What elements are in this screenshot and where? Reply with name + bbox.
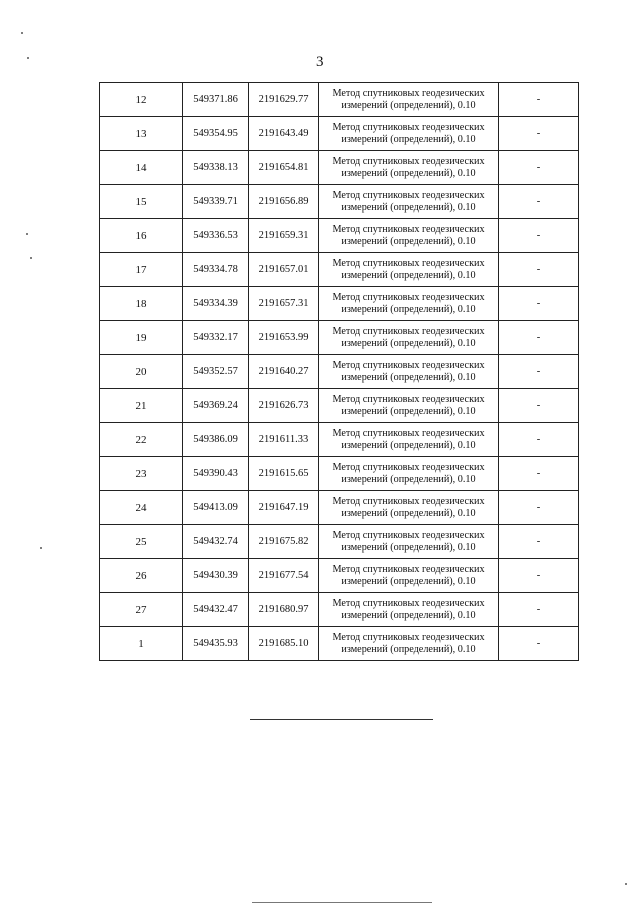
method-cell (319, 423, 499, 457)
method-text-line: измерений (определений), 0.10 (341, 643, 476, 655)
y-coordinate-cell: 2191657.31 (249, 287, 319, 321)
table-row (100, 355, 579, 389)
error-cell: - (499, 423, 579, 457)
y-coordinate-cell: 2191680.97 (249, 593, 319, 627)
table-row (100, 593, 579, 627)
point-number-cell: 22 (100, 423, 183, 457)
method-cell (319, 117, 499, 151)
method-text-line: измерений (определений), 0.10 (341, 133, 476, 145)
error-cell: - (499, 321, 579, 355)
y-coordinate-cell: 2191611.33 (249, 423, 319, 457)
error-cell: - (499, 355, 579, 389)
method-text-line: измерений (определений), 0.10 (341, 303, 476, 315)
error-cell: - (499, 287, 579, 321)
method-text-line: измерений (определений), 0.10 (341, 201, 476, 213)
point-number-cell: 23 (100, 457, 183, 491)
footer-rule (250, 719, 433, 720)
bottom-rule (252, 902, 432, 903)
x-coordinate-cell: 549371.86 (183, 83, 249, 117)
y-coordinate-cell: 2191675.82 (249, 525, 319, 559)
point-number-cell: 16 (100, 219, 183, 253)
y-coordinate-cell: 2191615.65 (249, 457, 319, 491)
table-row (100, 559, 579, 593)
method-text-line: Метод спутниковых геодезических (332, 87, 485, 99)
method-text-line: Метод спутниковых геодезических (332, 563, 485, 575)
method-text-line: Метод спутниковых геодезических (332, 325, 485, 337)
method-text-line: Метод спутниковых геодезических (332, 393, 485, 405)
method-cell (319, 355, 499, 389)
scan-speck (40, 547, 42, 549)
error-cell: - (499, 389, 579, 423)
x-coordinate-cell: 549435.93 (183, 627, 249, 661)
method-text-line: Метод спутниковых геодезических (332, 631, 485, 643)
point-number-cell: 20 (100, 355, 183, 389)
method-text-line: Метод спутниковых геодезических (332, 359, 485, 371)
x-coordinate-cell: 549334.78 (183, 253, 249, 287)
point-number-cell: 13 (100, 117, 183, 151)
method-cell (319, 253, 499, 287)
scan-speck (21, 32, 23, 34)
table-row (100, 219, 579, 253)
table-row (100, 457, 579, 491)
point-number-cell: 27 (100, 593, 183, 627)
error-cell: - (499, 593, 579, 627)
method-cell (319, 83, 499, 117)
method-text-line: измерений (определений), 0.10 (341, 269, 476, 281)
y-coordinate-cell: 2191629.77 (249, 83, 319, 117)
method-text-line: измерений (определений), 0.10 (341, 439, 476, 451)
table-row (100, 185, 579, 219)
method-text-line: измерений (определений), 0.10 (341, 473, 476, 485)
error-cell: - (499, 627, 579, 661)
method-cell (319, 525, 499, 559)
method-text-line: Метод спутниковых геодезических (332, 257, 485, 269)
x-coordinate-cell: 549386.09 (183, 423, 249, 457)
x-coordinate-cell: 549432.74 (183, 525, 249, 559)
y-coordinate-cell: 2191647.19 (249, 491, 319, 525)
table-row (100, 627, 579, 661)
y-coordinate-cell: 2191654.81 (249, 151, 319, 185)
method-text-line: Метод спутниковых геодезических (332, 427, 485, 439)
method-cell (319, 287, 499, 321)
x-coordinate-cell: 549336.53 (183, 219, 249, 253)
method-cell (319, 593, 499, 627)
table-row (100, 83, 579, 117)
method-text-line: измерений (определений), 0.10 (341, 337, 476, 349)
y-coordinate-cell: 2191643.49 (249, 117, 319, 151)
table-row (100, 253, 579, 287)
x-coordinate-cell: 549332.17 (183, 321, 249, 355)
error-cell: - (499, 525, 579, 559)
point-number-cell: 25 (100, 525, 183, 559)
x-coordinate-cell: 549339.71 (183, 185, 249, 219)
point-number-cell: 12 (100, 83, 183, 117)
point-number-cell: 15 (100, 185, 183, 219)
table-row (100, 389, 579, 423)
y-coordinate-cell: 2191653.99 (249, 321, 319, 355)
method-cell (319, 627, 499, 661)
scan-speck (30, 257, 32, 259)
error-cell: - (499, 491, 579, 525)
method-text-line: Метод спутниковых геодезических (332, 597, 485, 609)
page-number: 3 (316, 54, 324, 70)
method-text-line: измерений (определений), 0.10 (341, 371, 476, 383)
method-text-line: измерений (определений), 0.10 (341, 167, 476, 179)
table-row (100, 321, 579, 355)
method-text-line: измерений (определений), 0.10 (341, 235, 476, 247)
method-cell (319, 389, 499, 423)
error-cell: - (499, 253, 579, 287)
x-coordinate-cell: 549430.39 (183, 559, 249, 593)
method-text-line: Метод спутниковых геодезических (332, 189, 485, 201)
scan-speck (625, 883, 627, 885)
y-coordinate-cell: 2191685.10 (249, 627, 319, 661)
method-text-line: измерений (определений), 0.10 (341, 99, 476, 111)
error-cell: - (499, 83, 579, 117)
table-row (100, 117, 579, 151)
y-coordinate-cell: 2191626.73 (249, 389, 319, 423)
scan-speck (27, 57, 29, 59)
method-cell (319, 457, 499, 491)
error-cell: - (499, 151, 579, 185)
table-row (100, 423, 579, 457)
error-cell: - (499, 559, 579, 593)
point-number-cell: 26 (100, 559, 183, 593)
method-text-line: измерений (определений), 0.10 (341, 541, 476, 553)
method-text-line: Метод спутниковых геодезических (332, 291, 485, 303)
method-text-line: Метод спутниковых геодезических (332, 461, 485, 473)
y-coordinate-cell: 2191640.27 (249, 355, 319, 389)
method-cell (319, 219, 499, 253)
point-number-cell: 14 (100, 151, 183, 185)
x-coordinate-cell: 549413.09 (183, 491, 249, 525)
table-row (100, 525, 579, 559)
x-coordinate-cell: 549369.24 (183, 389, 249, 423)
method-text-line: Метод спутниковых геодезических (332, 155, 485, 167)
y-coordinate-cell: 2191657.01 (249, 253, 319, 287)
point-number-cell: 18 (100, 287, 183, 321)
error-cell: - (499, 219, 579, 253)
point-number-cell: 1 (100, 627, 183, 661)
method-text-line: измерений (определений), 0.10 (341, 575, 476, 587)
method-text-line: Метод спутниковых геодезических (332, 223, 485, 235)
method-cell (319, 185, 499, 219)
method-text-line: измерений (определений), 0.10 (341, 507, 476, 519)
method-cell (319, 491, 499, 525)
point-number-cell: 21 (100, 389, 183, 423)
point-number-cell: 17 (100, 253, 183, 287)
coordinates-table (99, 82, 579, 661)
table-row (100, 491, 579, 525)
x-coordinate-cell: 549354.95 (183, 117, 249, 151)
method-cell (319, 559, 499, 593)
method-text-line: измерений (определений), 0.10 (341, 405, 476, 417)
method-cell (319, 151, 499, 185)
y-coordinate-cell: 2191677.54 (249, 559, 319, 593)
scan-speck (26, 233, 28, 235)
method-text-line: Метод спутниковых геодезических (332, 529, 485, 541)
x-coordinate-cell: 549334.39 (183, 287, 249, 321)
table-row (100, 287, 579, 321)
x-coordinate-cell: 549352.57 (183, 355, 249, 389)
error-cell: - (499, 117, 579, 151)
point-number-cell: 24 (100, 491, 183, 525)
method-text-line: Метод спутниковых геодезических (332, 495, 485, 507)
point-number-cell: 19 (100, 321, 183, 355)
y-coordinate-cell: 2191659.31 (249, 219, 319, 253)
x-coordinate-cell: 549390.43 (183, 457, 249, 491)
x-coordinate-cell: 549432.47 (183, 593, 249, 627)
error-cell: - (499, 185, 579, 219)
y-coordinate-cell: 2191656.89 (249, 185, 319, 219)
method-text-line: Метод спутниковых геодезических (332, 121, 485, 133)
method-text-line: измерений (определений), 0.10 (341, 609, 476, 621)
error-cell: - (499, 457, 579, 491)
x-coordinate-cell: 549338.13 (183, 151, 249, 185)
coordinates-table-body (100, 83, 579, 661)
table-row (100, 151, 579, 185)
method-cell (319, 321, 499, 355)
